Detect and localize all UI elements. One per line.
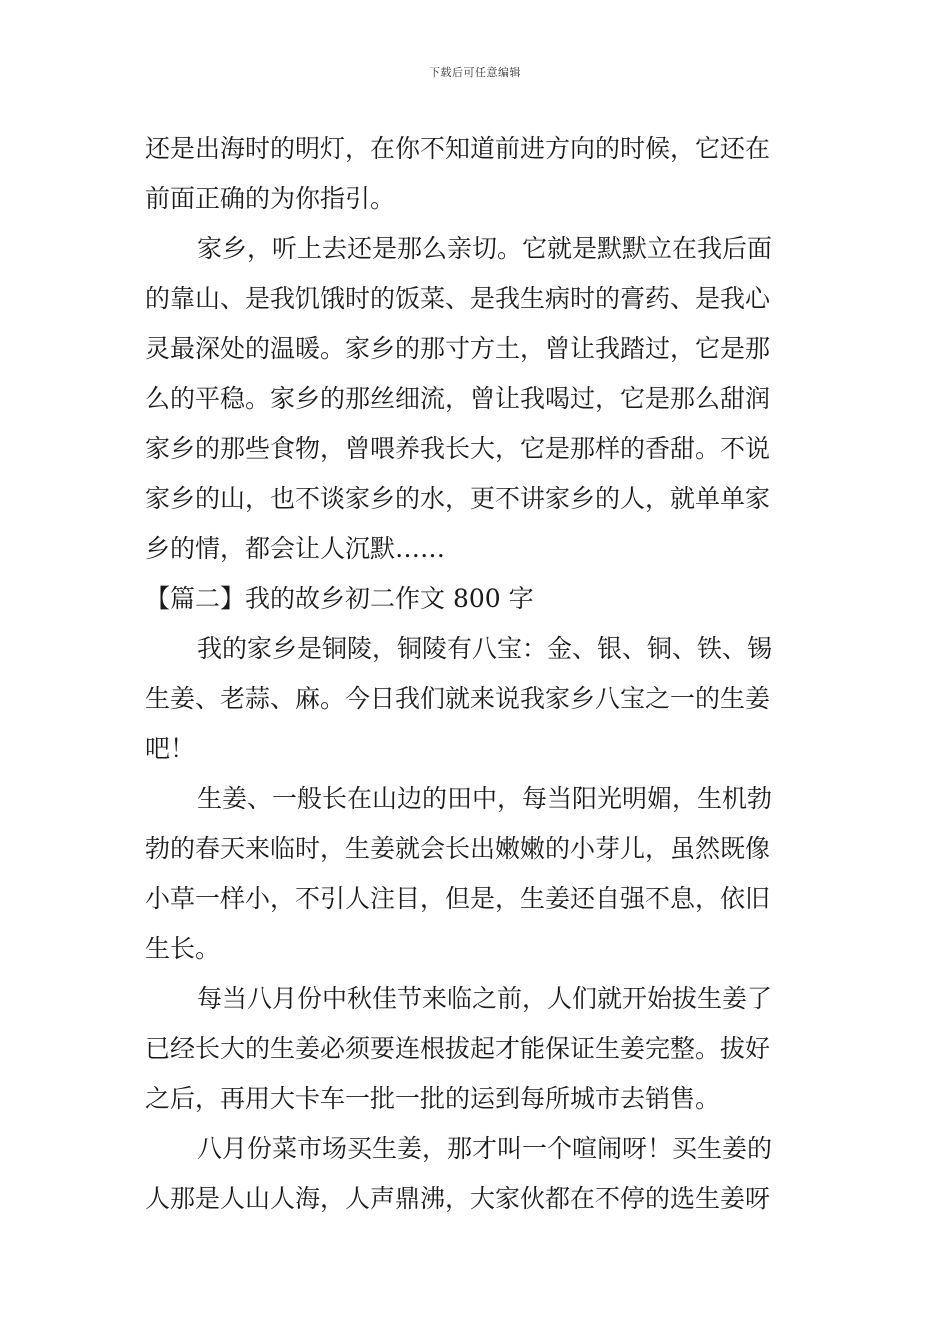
text-line: 之后，再用大卡车一批一批的运到每所城市去销售。 [145,1084,721,1113]
text-line: 灵最深处的温暖。家乡的那寸方土，曾让我踏过，它是那 [145,334,771,363]
text-line: 家乡的那些食物，曾喂养我长大，它是那样的香甜。不说 [145,434,771,463]
text-line: 【篇二】我的故乡初二作文 800 字 [145,584,534,613]
text-line: 家乡的山，也不谈家乡的水，更不讲家乡的人，就单单家 [145,484,771,513]
text-line: 我的家乡是铜陵，铜陵有八宝：金、银、铜、铁、锡 [197,634,773,663]
text-line: 乡的情，都会让人沉默…… [145,534,446,563]
text-line: 吧！ [145,734,196,763]
document-body [145,124,813,1224]
text-line: 前面正确的为你指引。 [145,184,396,213]
text-line: 的靠山、是我饥饿时的饭菜、是我生病时的膏药、是我心 [145,284,771,313]
text-line: 还是出海时的明灯，在你不知道前进方向的时候，它还在 [145,134,771,163]
text-line: 生姜、一般长在山边的田中，每当阳光明媚，生机勃 [197,784,773,813]
text-line: 生长。 [145,934,221,963]
header-note: 下载后可任意编辑 [429,66,521,79]
text-line: 么的平稳。家乡的那丝细流，曾让我喝过，它是那么甜润 [145,384,771,413]
text-line: 家乡，听上去还是那么亲切。它就是默默立在我后面 [197,234,773,263]
text-line: 已经长大的生姜必须要连根拔起才能保证生姜完整。拔好 [145,1034,771,1063]
text-line: 八月份菜市场买生姜，那才叫一个喧闹呀！买生姜的 [197,1134,773,1163]
text-line: 小草一样小，不引人注目，但是，生姜还自强不息，依旧 [145,884,771,913]
text-line: 勃的春天来临时，生姜就会长出嫩嫩的小芽儿，虽然既像 [145,834,771,863]
text-line: 生姜、老蒜、麻。今日我们就来说我家乡八宝之一的生姜 [145,684,771,713]
text-line: 人那是人山人海，人声鼎沸，大家伙都在不停的选生姜呀 [145,1184,771,1213]
text-line: 每当八月份中秋佳节来临之前，人们就开始拔生姜了 [197,984,773,1013]
